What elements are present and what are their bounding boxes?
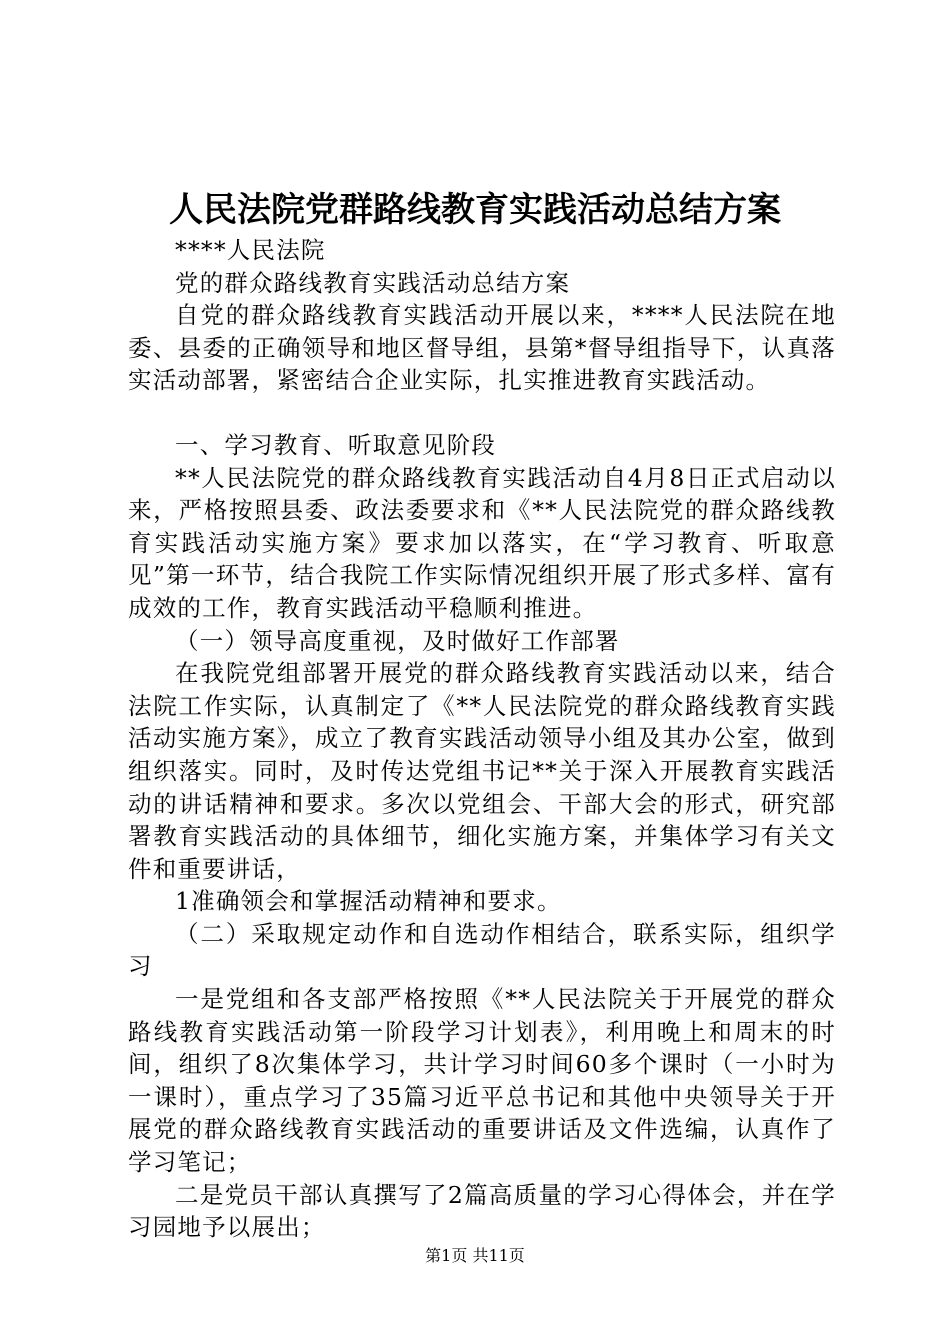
- paragraph-item-1: 1准确领会和掌握活动精神和要求。: [175, 887, 562, 916]
- section-heading-1: 一、学习教育、听取意见阶段: [175, 430, 497, 459]
- paragraph-subtitle: 党的群众路线教育实践活动总结方案: [175, 268, 571, 297]
- paragraph-subsection-1: 在我院党组部署开展党的群众路线教育实践活动以来，结合法院工作实际，认真制定了《**人民法院党的群众路线教育实践活动实施方案》，成立了教育实践活动领导小组及其办公室，做到组织落实。同时，及时传达党组书记**关于深入开展教育实践活动的讲话精神和要求。多次以党组会、干部大会的形式，研究部署教育实践活动的具体细节，细化实施方案，并集体学习有关文件和重要讲话，: [128, 659, 836, 883]
- page-indicator: 第1页 共11页: [425, 1246, 525, 1265]
- paragraph-point-2: 二是党员干部认真撰写了2篇高质量的学习心得体会，并在学习园地予以展出；: [128, 1180, 836, 1242]
- paragraph-intro: 自党的群众路线教育实践活动开展以来，****人民法院在地委、县委的正确领导和地区督导组，县第*督导组指导下，认真落实活动部署，紧密结合企业实际，扎实推进教育实践活动。: [128, 301, 836, 395]
- document-body: [128, 234, 836, 1244]
- document-title: 人民法院党群路线教育实践活动总结方案: [169, 190, 781, 230]
- paragraph-court-name: ****人民法院: [175, 236, 326, 264]
- paragraph-section-1: **人民法院党的群众路线教育实践活动自4月8日正式启动以来，严格按照县委、政法委要求和《**人民法院党的群众路线教育实践活动实施方案》要求加以落实，在“学习教育、听取意见”第一环节，结合我院工作实际情况组织开展了形式多样、富有成效的工作，教育实践活动平稳顺利推进。: [128, 463, 836, 622]
- subsection-heading-1: （一）领导高度重视，及时做好工作部署: [175, 626, 620, 655]
- paragraph-point-1: 一是党组和各支部严格按照《**人民法院关于开展党的群众路线教育实践活动第一阶段学习计划表》，利用晚上和周末的时间，组织了8次集体学习，共计学习时间60多个课时（一小时为一课时），重点学习了35篇习近平总书记和其他中央领导关于开展党的群众路线教育实践活动的重要讲话及文件选编，认真作了学习笔记；: [128, 985, 836, 1177]
- subsection-heading-2: （二）采取规定动作和自选动作相结合，联系实际，组织学习: [128, 919, 836, 981]
